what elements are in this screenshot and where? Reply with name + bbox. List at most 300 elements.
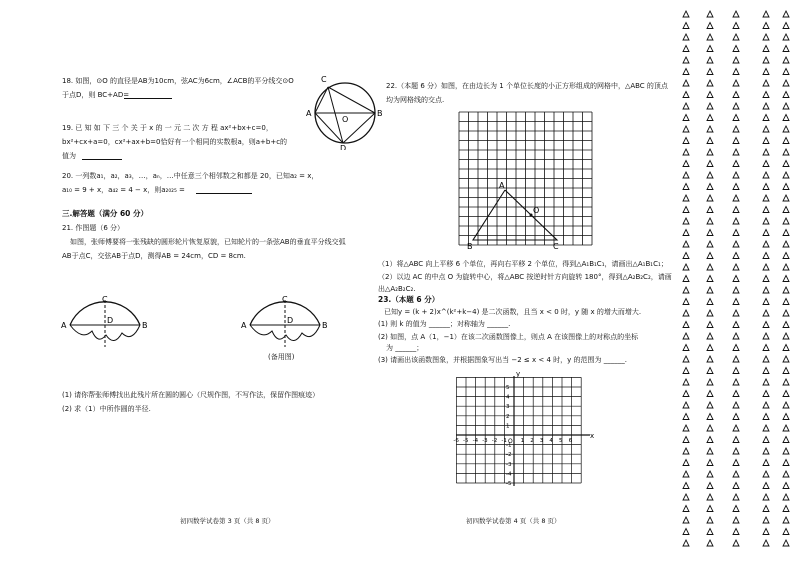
triangle-mark xyxy=(733,57,739,63)
triangle-mark xyxy=(783,322,789,328)
triangle-mark xyxy=(783,333,789,339)
triangle-mark xyxy=(683,253,689,259)
triangle-mark xyxy=(733,276,739,282)
x-tick-label: 5 xyxy=(559,438,563,444)
triangle-mark xyxy=(707,172,713,178)
triangle-mark xyxy=(683,80,689,86)
triangle-mark xyxy=(683,264,689,270)
backup-label-D: D xyxy=(287,316,294,325)
triangle-mark xyxy=(763,414,769,420)
triangle-mark xyxy=(763,103,769,109)
axis-y-label: y xyxy=(516,370,521,378)
y-tick-label: 5 xyxy=(506,385,510,391)
triangle-mark xyxy=(763,425,769,431)
triangle-mark xyxy=(733,138,739,144)
triangle-mark xyxy=(707,414,713,420)
triangle-mark xyxy=(783,414,789,420)
triangle-mark xyxy=(683,425,689,431)
triangle-mark xyxy=(733,287,739,293)
triangle-mark xyxy=(733,322,739,328)
x-tick-label: -1 xyxy=(501,438,507,444)
triangle-mark xyxy=(783,494,789,500)
triangle-mark xyxy=(683,207,689,213)
q20-answer-blank[interactable] xyxy=(196,193,252,194)
triangle-mark xyxy=(683,517,689,523)
triangle-mark xyxy=(683,471,689,477)
wheel-label-D: D xyxy=(107,316,114,325)
triangle-mark xyxy=(733,46,739,52)
triangle-mark xyxy=(683,310,689,316)
triangle-mark xyxy=(733,184,739,190)
triangle-mark xyxy=(763,218,769,224)
triangle-mark xyxy=(733,425,739,431)
triangle-mark xyxy=(707,103,713,109)
seal-line-strip xyxy=(676,0,794,561)
triangle-mark xyxy=(733,448,739,454)
q18-circle-figure xyxy=(300,70,390,150)
y-tick-label: -1 xyxy=(506,442,512,449)
q21-sub1: (1) 请你帮张师傅找出此残片所在圆的圆心（尺规作图，不写作法，保留作图痕迹） xyxy=(62,391,320,399)
triangle-mark xyxy=(707,276,713,282)
triangle-mark xyxy=(783,230,789,236)
triangle-mark xyxy=(733,356,739,362)
triangle-mark xyxy=(733,115,739,121)
triangle-mark xyxy=(683,402,689,408)
triangle-mark xyxy=(683,115,689,121)
x-tick-label: -5 xyxy=(463,438,469,444)
triangle-mark xyxy=(783,517,789,523)
triangle-mark xyxy=(683,161,689,167)
triangle-mark xyxy=(783,483,789,489)
grid-label-C: C xyxy=(553,242,559,251)
triangle-mark xyxy=(783,172,789,178)
triangle-mark xyxy=(783,276,789,282)
triangle-mark xyxy=(707,34,713,40)
triangle-mark xyxy=(763,46,769,52)
triangle-mark xyxy=(733,80,739,86)
footer-page-4: 初四数学试卷第 4 页（共 8 页） xyxy=(466,517,561,525)
y-tick-label: 4 xyxy=(506,394,510,401)
triangle-mark xyxy=(763,126,769,132)
triangle-mark xyxy=(683,184,689,190)
x-tick-label: 3 xyxy=(539,438,544,444)
triangle-mark xyxy=(733,299,739,305)
triangle-mark xyxy=(783,57,789,63)
backup-label-A: A xyxy=(241,321,247,330)
q23-sub2b: 为 ______； xyxy=(386,344,424,352)
triangle-mark xyxy=(733,494,739,500)
section-3-title: 三.解答题（满分 60 分） xyxy=(62,209,149,218)
triangle-mark xyxy=(733,92,739,98)
triangle-mark xyxy=(707,207,713,213)
triangle-mark xyxy=(683,172,689,178)
triangle-mark xyxy=(707,425,713,431)
triangle-mark xyxy=(707,80,713,86)
triangle-mark xyxy=(763,57,769,63)
triangle-mark xyxy=(683,333,689,339)
triangle-mark xyxy=(783,34,789,40)
triangle-mark xyxy=(683,138,689,144)
x-tick-label: 1 xyxy=(520,438,525,444)
triangle-mark xyxy=(707,368,713,374)
triangle-mark xyxy=(763,69,769,75)
triangle-mark xyxy=(707,46,713,52)
grid-label-B: B xyxy=(467,242,473,251)
triangle-mark xyxy=(763,276,769,282)
triangle-mark xyxy=(733,149,739,155)
triangle-mark xyxy=(707,126,713,132)
triangle-mark xyxy=(733,11,739,17)
triangle-mark xyxy=(783,471,789,477)
q20-line1: 20. 一列数a₁，a₂，a₃，…，aₙ，…中任意三个相邻数之和都是 20，已知a₂ = x， xyxy=(62,172,319,180)
triangle-mark xyxy=(733,69,739,75)
triangle-mark xyxy=(763,184,769,190)
triangle-mark xyxy=(683,540,689,546)
triangle-mark xyxy=(707,460,713,466)
q21-sub2: (2) 求（1）中所作圆的半径. xyxy=(62,405,151,413)
wheel-label-A: A xyxy=(61,321,67,330)
triangle-mark xyxy=(763,80,769,86)
triangle-mark xyxy=(733,172,739,178)
triangle-mark xyxy=(733,471,739,477)
triangle-mark xyxy=(763,437,769,443)
triangle-mark xyxy=(707,138,713,144)
triangle-mark xyxy=(763,138,769,144)
triangle-mark xyxy=(733,333,739,339)
triangle-mark xyxy=(783,92,789,98)
triangle-mark xyxy=(683,494,689,500)
backup-label-B: B xyxy=(322,321,328,330)
q23-sub1: (1) 则 k 的值为 ______；对称轴为 ______. xyxy=(378,320,511,328)
triangle-mark xyxy=(683,287,689,293)
q23-title: 23.（本题 6 分） xyxy=(378,295,440,304)
triangle-mark xyxy=(783,460,789,466)
q22-sub1: （1）将△ABC 向上平移 6 个单位，再向右平移 2 个单位，得到△A₁B₁C₁，请画出△A₁B₁C₁； xyxy=(378,260,668,268)
triangle-mark xyxy=(733,195,739,201)
triangle-mark xyxy=(733,207,739,213)
triangle-mark xyxy=(683,437,689,443)
triangle-mark xyxy=(733,218,739,224)
y-tick-label: -3 xyxy=(506,461,512,468)
triangle-mark xyxy=(783,253,789,259)
triangle-mark xyxy=(733,103,739,109)
q21-line1: 如图，张师傅要将一张残缺的圆形轮片恢复原貌，已知轮片的一条弦AB的垂直平分线交弧 xyxy=(70,238,346,246)
triangle-mark xyxy=(707,287,713,293)
triangle-mark xyxy=(683,57,689,63)
triangle-mark xyxy=(783,218,789,224)
q20-line2: a₁₀ = 9 + x，a₄₂ = 4 − x，则a₂₀₂₅ = xyxy=(62,186,185,194)
triangle-mark xyxy=(707,356,713,362)
triangle-mark xyxy=(707,402,713,408)
x-tick-label: -2 xyxy=(491,438,498,444)
triangle-mark xyxy=(763,345,769,351)
triangle-mark xyxy=(763,402,769,408)
q21-wheel-figure xyxy=(60,295,150,355)
triangle-mark xyxy=(683,46,689,52)
triangle-mark xyxy=(683,379,689,385)
triangle-mark xyxy=(783,264,789,270)
triangle-mark xyxy=(783,299,789,305)
triangle-mark xyxy=(733,310,739,316)
triangle-mark xyxy=(763,368,769,374)
triangle-mark xyxy=(707,241,713,247)
triangle-mark xyxy=(683,448,689,454)
triangle-mark xyxy=(783,103,789,109)
q21-backup-caption: (备用图) xyxy=(268,353,295,361)
triangle-mark xyxy=(783,379,789,385)
triangle-mark xyxy=(707,23,713,29)
triangle-mark xyxy=(783,540,789,546)
triangle-mark xyxy=(683,506,689,512)
triangle-mark xyxy=(683,241,689,247)
triangle-mark xyxy=(683,230,689,236)
triangle-mark xyxy=(707,379,713,385)
x-tick-label: -4 xyxy=(472,438,479,444)
triangle-mark xyxy=(763,230,769,236)
triangle-mark xyxy=(683,195,689,201)
triangle-mark xyxy=(733,345,739,351)
label-D: D xyxy=(340,144,347,150)
triangle-mark xyxy=(707,69,713,75)
y-tick-label: -2 xyxy=(506,452,512,459)
triangle-mark xyxy=(733,368,739,374)
x-tick-label: -6 xyxy=(453,438,459,444)
triangle-mark xyxy=(763,391,769,397)
q23-sub2: (2) 如图，点 A（1，−1）在该二次函数图像上，则点 A 在该图像上的对称点的坐标 xyxy=(378,333,639,341)
triangle-mark xyxy=(733,517,739,523)
triangle-mark xyxy=(707,184,713,190)
triangle-mark xyxy=(707,322,713,328)
triangle-mark xyxy=(783,241,789,247)
triangle-mark xyxy=(707,529,713,535)
triangle-mark xyxy=(783,368,789,374)
triangle-mark xyxy=(683,529,689,535)
q18-line1: 18. 如图，⊙O 的直径是AB为10cm，弦AC为6cm，∠ACB的平分线交⊙O xyxy=(62,77,294,85)
triangle-mark xyxy=(683,322,689,328)
triangle-mark xyxy=(707,494,713,500)
triangle-mark xyxy=(707,506,713,512)
footer-page-3: 初四数学试卷第 3 页（共 8 页） xyxy=(180,517,275,525)
triangle-mark xyxy=(733,402,739,408)
triangle-mark xyxy=(733,460,739,466)
triangle-mark xyxy=(733,506,739,512)
triangle-mark xyxy=(783,391,789,397)
triangle-mark xyxy=(707,483,713,489)
q23-line1: 已知y = (k + 2)x^(k²+k−4) 是二次函数，且当 x < 0 时，y 随 x 的增大而增大. xyxy=(384,308,642,316)
x-tick-label: 2 xyxy=(530,438,534,444)
q22-sub2: （2）以边 AC 的中点 O 为旋转中心，将△ABC 按逆时针方向旋转 180°，得到△A₂B₂C₂，请画 xyxy=(378,273,672,281)
triangle-mark xyxy=(707,345,713,351)
wheel-label-B: B xyxy=(142,321,148,330)
triangle-mark xyxy=(763,11,769,17)
triangle-mark xyxy=(683,23,689,29)
x-tick-label: -3 xyxy=(482,438,488,444)
q22-grid-figure xyxy=(455,108,595,258)
y-tick-label: -5 xyxy=(506,481,512,487)
triangle-mark xyxy=(783,437,789,443)
triangle-mark xyxy=(763,310,769,316)
triangle-mark xyxy=(763,253,769,259)
triangle-mark xyxy=(783,138,789,144)
triangle-mark xyxy=(783,195,789,201)
triangle-mark xyxy=(707,115,713,121)
triangle-mark xyxy=(763,264,769,270)
triangle-mark xyxy=(763,207,769,213)
triangle-mark xyxy=(707,540,713,546)
triangle-mark xyxy=(733,540,739,546)
q19-line1: 19. 已 知 如 下 三 个 关 于 x 的 一 元 二 次 方 程 ax²+bx+c=0， xyxy=(62,124,273,132)
triangle-mark xyxy=(683,391,689,397)
y-tick-label: 2 xyxy=(506,413,510,420)
triangle-mark xyxy=(763,540,769,546)
triangle-mark xyxy=(683,414,689,420)
triangle-mark xyxy=(733,379,739,385)
triangle-mark xyxy=(763,241,769,247)
q19-answer-blank[interactable] xyxy=(82,159,122,160)
triangle-mark xyxy=(683,276,689,282)
q18-answer-blank[interactable] xyxy=(124,98,172,99)
triangle-mark xyxy=(763,23,769,29)
triangle-mark xyxy=(763,161,769,167)
triangle-mark xyxy=(733,483,739,489)
triangle-mark xyxy=(733,253,739,259)
triangle-mark xyxy=(763,92,769,98)
triangle-mark xyxy=(763,471,769,477)
x-tick-label: 4 xyxy=(549,438,553,444)
triangle-mark xyxy=(783,345,789,351)
triangle-mark xyxy=(707,264,713,270)
triangle-mark xyxy=(763,299,769,305)
backup-label-C: C xyxy=(282,295,288,304)
triangle-mark xyxy=(783,402,789,408)
triangle-mark xyxy=(733,34,739,40)
triangle-mark xyxy=(683,218,689,224)
triangle-mark xyxy=(783,23,789,29)
triangle-mark xyxy=(763,195,769,201)
triangle-mark xyxy=(683,356,689,362)
triangle-mark xyxy=(733,437,739,443)
triangle-mark xyxy=(707,195,713,201)
triangle-mark xyxy=(733,529,739,535)
triangle-mark xyxy=(783,11,789,17)
triangle-mark xyxy=(707,11,713,17)
triangle-mark xyxy=(707,253,713,259)
triangle-mark xyxy=(707,299,713,305)
triangle-mark xyxy=(763,356,769,362)
triangle-mark xyxy=(763,494,769,500)
triangle-mark xyxy=(763,517,769,523)
q22-sub2b: 出△A₂B₂C₂. xyxy=(378,285,416,293)
triangle-mark xyxy=(683,69,689,75)
triangle-mark xyxy=(683,126,689,132)
triangle-mark xyxy=(783,46,789,52)
q21-line2: AB于点C，交弦AB于点D，测得AB = 24cm，CD = 8cm. xyxy=(62,252,246,260)
triangle-mark xyxy=(763,529,769,535)
triangle-mark xyxy=(683,103,689,109)
q19-line3: 值为 xyxy=(62,152,76,160)
q23-coordinate-grid xyxy=(450,368,600,493)
q22-line1: 22.（本题 6 分）如图，在由边长为 1 个单位长度的小正方形组成的网格中，△ABC 的顶点 xyxy=(386,82,668,90)
label-C: C xyxy=(321,75,327,84)
triangle-mark xyxy=(707,471,713,477)
triangle-mark xyxy=(683,92,689,98)
triangle-mark xyxy=(733,391,739,397)
triangle-mark xyxy=(783,80,789,86)
triangle-mark xyxy=(763,172,769,178)
triangle-mark xyxy=(763,322,769,328)
triangle-mark xyxy=(763,506,769,512)
triangle-mark xyxy=(707,333,713,339)
triangle-mark xyxy=(683,368,689,374)
triangle-mark xyxy=(683,483,689,489)
q22-line2: 均为网格线的交点. xyxy=(386,96,445,104)
triangle-mark xyxy=(733,264,739,270)
triangle-mark xyxy=(763,34,769,40)
triangle-mark xyxy=(683,460,689,466)
triangle-mark xyxy=(707,92,713,98)
triangle-mark xyxy=(733,241,739,247)
q18-line2: 于点D，则 BC+AD= xyxy=(62,91,130,99)
triangle-mark xyxy=(783,115,789,121)
triangle-mark xyxy=(707,448,713,454)
triangle-mark xyxy=(733,414,739,420)
triangle-mark xyxy=(763,149,769,155)
triangle-mark xyxy=(707,391,713,397)
triangle-mark xyxy=(763,483,769,489)
triangle-mark xyxy=(783,69,789,75)
axis-origin-label: O xyxy=(508,438,513,445)
triangle-mark xyxy=(763,115,769,121)
triangle-mark xyxy=(763,379,769,385)
y-tick-label: 1 xyxy=(506,423,510,430)
triangle-mark xyxy=(783,425,789,431)
y-tick-label: 3 xyxy=(506,404,510,411)
triangle-mark xyxy=(783,161,789,167)
triangle-mark xyxy=(783,356,789,362)
label-A: A xyxy=(306,109,312,118)
q19-line2: bx²+cx+a=0，cx²+ax+b=0恰好有一个相同的实数根a，则a+b+c的 xyxy=(62,138,288,146)
triangle-mark xyxy=(683,34,689,40)
triangle-mark xyxy=(783,126,789,132)
triangle-mark xyxy=(783,287,789,293)
triangle-mark xyxy=(707,230,713,236)
q21-title: 21. 作图题（6 分） xyxy=(62,224,125,232)
label-O: O xyxy=(342,115,349,124)
triangle-mark xyxy=(763,333,769,339)
triangle-mark xyxy=(683,11,689,17)
triangle-mark xyxy=(707,161,713,167)
triangle-mark xyxy=(707,57,713,63)
triangle-mark xyxy=(707,310,713,316)
triangle-mark xyxy=(733,126,739,132)
triangle-mark xyxy=(683,345,689,351)
triangle-mark xyxy=(707,517,713,523)
y-tick-label: -4 xyxy=(506,471,512,478)
triangle-mark xyxy=(733,161,739,167)
triangle-mark xyxy=(783,207,789,213)
triangle-mark xyxy=(683,149,689,155)
triangle-mark xyxy=(707,149,713,155)
x-tick-label: 6 xyxy=(568,438,573,444)
grid-label-A: A xyxy=(499,181,505,190)
triangle-mark xyxy=(733,23,739,29)
triangle-mark xyxy=(763,448,769,454)
triangle-mark xyxy=(783,310,789,316)
triangle-mark xyxy=(707,218,713,224)
label-B: B xyxy=(377,109,383,118)
triangle-mark xyxy=(707,437,713,443)
triangle-mark xyxy=(783,506,789,512)
